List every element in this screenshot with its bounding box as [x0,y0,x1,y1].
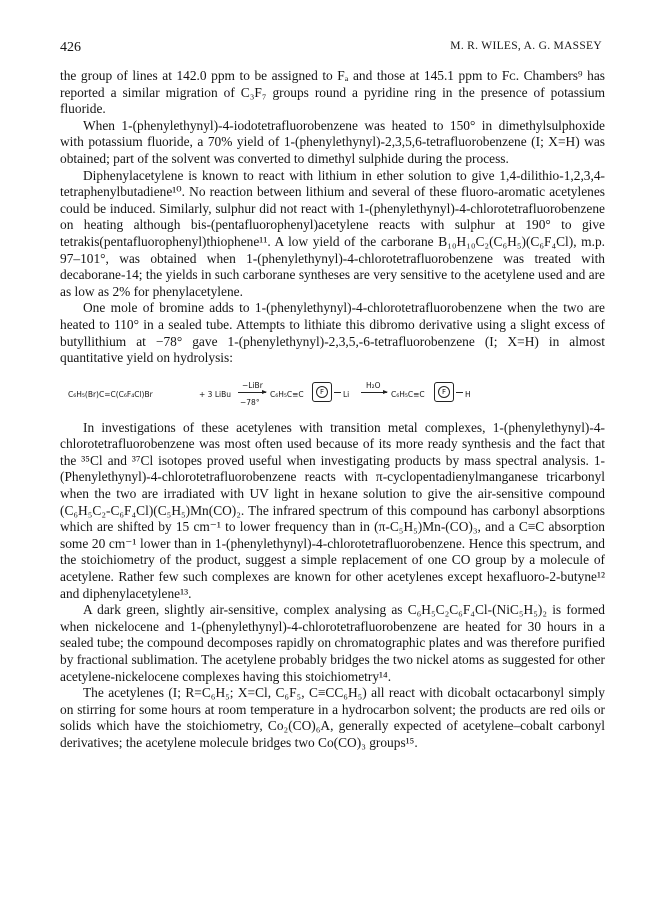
article-body [60,68,605,752]
tetrafluorophenyl-ring-icon [312,382,332,402]
bond-line [334,392,341,393]
tetrafluorophenyl-ring-icon [434,382,454,402]
ring-label: F [316,386,328,398]
reaction-arrow-1 [238,392,266,393]
paragraph-lithium-sulphur: Diphenylacetylene is known to react with lithium in ether solution to give 1,4-dilithio-1,2,3,4-tetraphenylbutadiene¹⁰. No reaction between lithium and several of these fluoro-aromatic acetylenes could be induced. Similarly, sulphur did not react with 1-(phenylethynyl)-4-chlorotetrafluorobenzene on heating although bis-(pentafluorophenyl)acetylene reacts with sulphur at 190° to give tetrakis(pentafluorophenyl)thiophene¹¹. A low yield of the carborane B₁₀H₁₀C₂(C₆H₅)(C₆F₄Cl), m.p. 97–101°, was obtained when 1-(phenylethynyl)-4-chlorotetrafluorobenzene was treated with decaborane-14; the yields in such carborane syntheses are very sensitive to the acetylene used and are as low as 2% for phenylacetylene. [60,167,605,299]
scheme-product-right: H [465,389,471,399]
reaction-arrow-2 [361,392,387,393]
scheme-reagent: + 3 LiBu [199,389,231,399]
paragraph-continued: the group of lines at 142.0 ppm to be assigned to Fₐ and those at 145.1 ppm to Fᴄ. Chambers⁹ has reported a similar migration of C₃F₇ groups round a pyridine ring in the presence of potassium fluoride. [60,68,605,117]
paragraph-transition-metal: In investigations of these acetylenes with transition metal complexes, 1-(phenylethynyl)-4-chlorotetrafluorobenzene was most often used because of its more ready synthesis and the fact that the ³⁵Cl and ³⁷Cl isotopes proved useful when investigating products by mass spectral analysis. 1-(Phenylethynyl)-4-chlorotetrafluorobenzene reacts with π-cyclopentadienylmanganese tricarbonyl when the two are irradiated with UV light in hexane solution to give the air-sensitive compound (C₆H₅C₂-C₆F₄Cl)(C₅H₅)Mn(CO)₂. The infrared spectrum of this compound has carbonyl absorptions which are shifted by 15 cm⁻¹ to lower frequency than in (π-C₅H₅)Mn-(CO)₃, and a C≡C absorption some 20 cm⁻¹ lower than in 1-(phenylethynyl)-4-chlorotetrafluorobenzene. Hence this spectrum, and the stoichiometry of the product, suggest a simple replacement of one CO group by a molecule of acetylene. Rather few such complexes are known for other acetylenes except hexafluoro-2-butyne¹² and diphenylacetylene¹³. [60,419,605,601]
page-number: 426 [60,40,81,55]
paragraph-nickelocene: A dark green, slightly air-sensitive, complex analysing as C₆H₅C₂C₆F₄Cl-(NiC₅H₅)₂ is formed when nickelocene and 1-(phenylethynyl)-4-chlorotetrafluorobenzene are heated for 30 hours in a sealed tube; the compound decomposes rapidly on chromatographic plates and was therefore purified by fractional sublimation. The acetylene probably bridges the two nickel atoms as suggested for other acetylene-nickelocene complexes having this stoichiometry¹⁴. [60,602,605,684]
scheme-reactant: C₆H₅(Br)C=C(C₆F₄Cl)Br [68,389,153,399]
scheme-arrow-top: −LiBr [242,380,263,390]
paragraph-bromine: One mole of bromine adds to 1-(phenylethynyl)-4-chlorotetrafluorobenzene when the two are heated to 110° in a sealed tube. Attempts to lithiate this dibromo derivative using a slight excess of butyllithium at −78° gave 1-(phenylethynyl)-2,3,5,-6-tetrafluorobenzene (I; X=H) in almost quantitative yield on hydrolysis: [60,300,605,366]
scheme-arrow-bottom: −78° [240,397,260,407]
scheme-intermediate-left: C₆H₅C≡C [270,389,304,399]
reaction-scheme [60,370,605,414]
scheme-intermediate-right: Li [343,389,350,399]
scheme-product-left: C₆H₅C≡C [391,389,425,399]
scheme-arrow2-top: H₂O [366,380,381,390]
paragraph-cobalt: The acetylenes (I; R=C₆H₅; X=Cl, C₆F₅, C≡CC₆H₅) all react with dicobalt octacarbonyl simply on stirring for some hours at room temperature in a hydrocarbon solvent; the products are red oils or solids which have the stoichiometry, Co₂(CO)₆A, generally expected of acetylene–cobalt carbonyl derivatives; the acetylene molecule bridges two Co(CO)₃ groups¹⁵. [60,685,605,750]
paragraph-iodo-heating: When 1-(phenylethynyl)-4-iodotetrafluorobenzene was heated to 150° in dimethylsulphoxide with potassium fluoride, a 70% yield of 1-(phenylethynyl)-2,3,5,6-tetrafluorobenzene (I; X=H) was obtained; part of the solvent was converted to dimethyl sulphide during the process. [60,117,605,166]
ring-label: F [438,386,450,398]
running-head-authors: M. R. WILES, A. G. MASSEY [450,40,602,52]
bond-line [456,392,463,393]
